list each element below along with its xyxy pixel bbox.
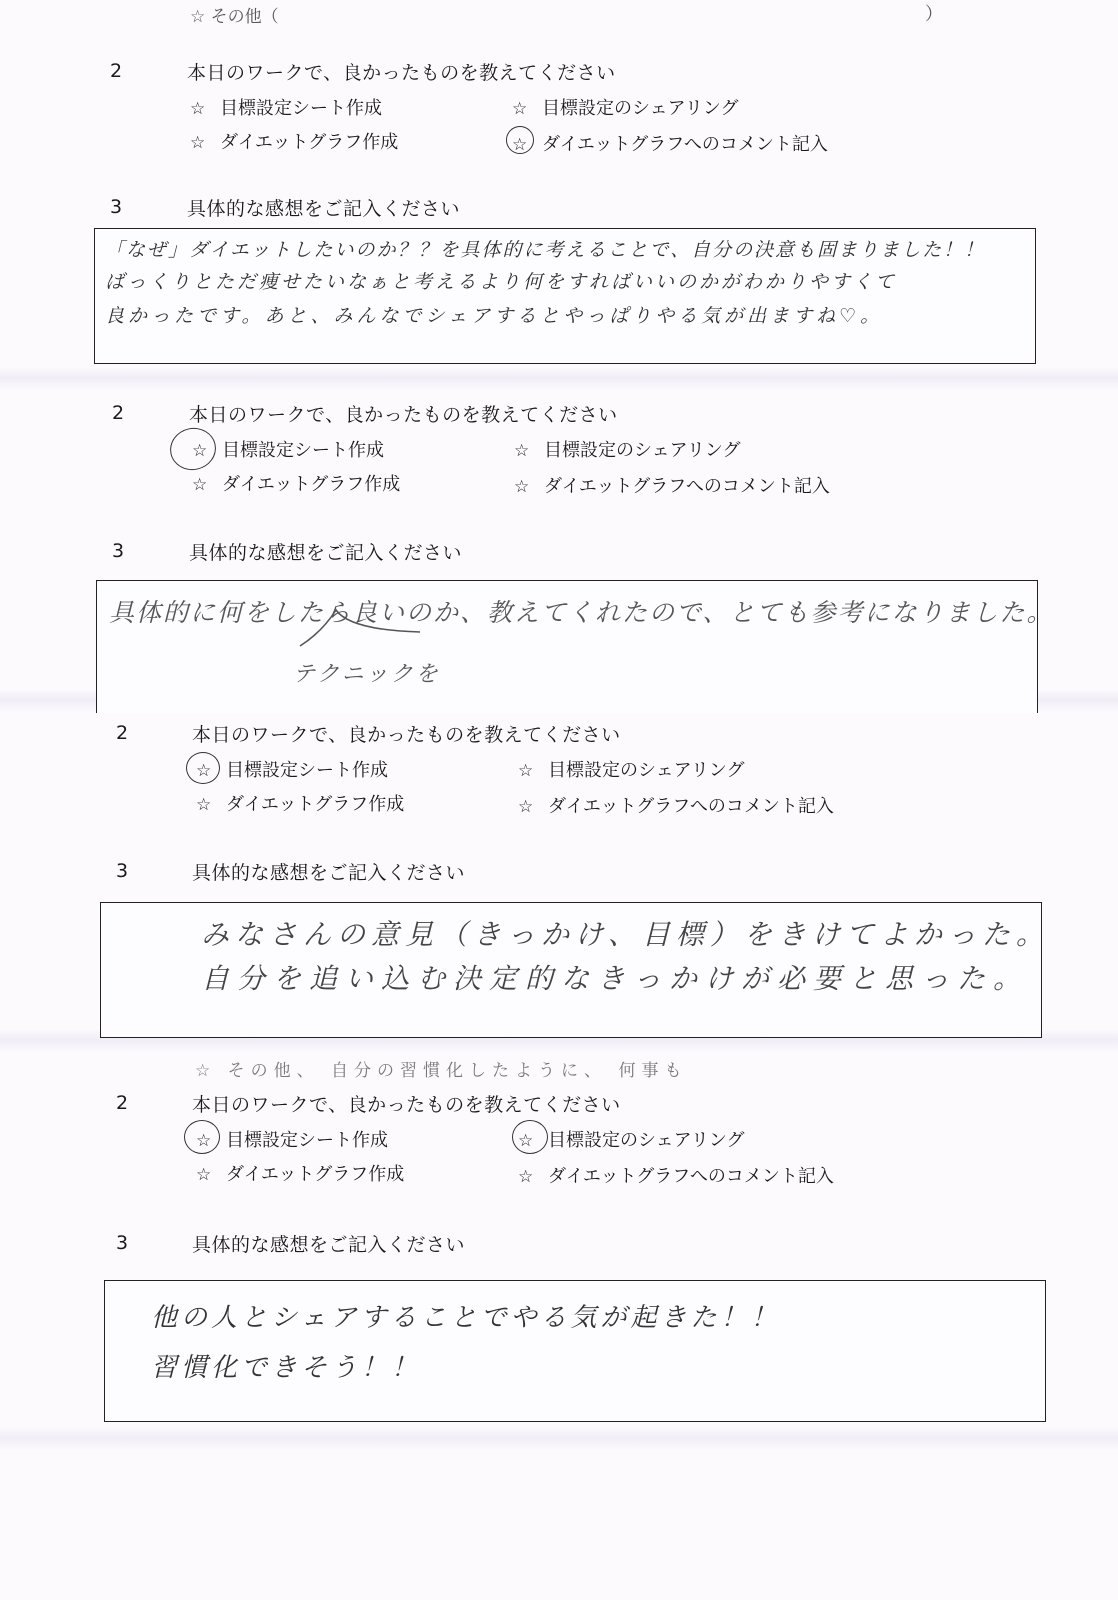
cut-off-option: ☆ その他（ [190, 7, 279, 27]
option-goal-sharing[interactable]: ☆ 目標設定のシェアリング [518, 1130, 745, 1151]
star-icon: ☆ [190, 133, 206, 153]
option-graph-comment[interactable]: ☆ ダイエットグラフへのコメント記入 [512, 134, 828, 155]
option-goal-sharing[interactable]: ☆ 目標設定のシェアリング [512, 98, 739, 119]
question-number: 2 [112, 402, 125, 424]
option-graph-comment[interactable]: ☆ ダイエットグラフへのコメント記入 [518, 796, 834, 817]
option-diet-graph[interactable]: ☆ ダイエットグラフ作成 [196, 1164, 405, 1185]
question-text: 本日のワークで、良かったものを教えてください [189, 404, 618, 426]
star-icon: ☆ [190, 99, 206, 119]
comment-box [100, 902, 1050, 1038]
question-number: 3 [110, 196, 123, 218]
paper-fold [0, 368, 1118, 390]
star-icon: ☆ [196, 1131, 212, 1151]
comment-box [94, 228, 1036, 364]
question-text: 本日のワークで、良かったものを教えてください [192, 724, 621, 746]
question-number: 2 [116, 722, 129, 744]
selection-circle [506, 126, 534, 154]
selection-circle [512, 1120, 548, 1154]
option-goal-sheet[interactable]: ☆ 目標設定シート作成 [190, 98, 382, 119]
option-diet-graph[interactable]: ☆ ダイエットグラフ作成 [192, 474, 401, 495]
question-text: 具体的な感想をご記入ください [187, 198, 461, 220]
option-diet-graph[interactable]: ☆ ダイエットグラフ作成 [190, 132, 399, 153]
handwritten-comment-line: 「なぜ」ダイエットしたいのか？？を具体的に考えることで、自分の決意も固まりました！！ [105, 239, 986, 261]
question-text: 具体的な感想をご記入ください [192, 1234, 466, 1256]
question-text: 具体的な感想をご記入ください [189, 542, 463, 564]
option-goal-sheet[interactable]: ☆ 目標設定シート作成 [192, 440, 384, 461]
question-number: 3 [116, 860, 129, 882]
star-icon: ☆ [196, 795, 212, 815]
option-goal-sheet[interactable]: ☆ 目標設定シート作成 [196, 1130, 388, 1151]
star-icon: ☆ [518, 1131, 534, 1151]
star-icon: ☆ [514, 441, 530, 461]
star-icon: ☆ [196, 1165, 212, 1185]
paper-fold [0, 1428, 1118, 1450]
option-graph-comment[interactable]: ☆ ダイエットグラフへのコメント記入 [518, 1166, 834, 1187]
question-number: 2 [110, 60, 123, 82]
star-icon: ☆ [192, 475, 208, 495]
question-number: 2 [116, 1092, 129, 1114]
question-number: 3 [112, 540, 125, 562]
star-icon: ☆ [518, 797, 534, 817]
comment-box [104, 1280, 1046, 1422]
cut-off-option: ☆ その他、 自分の習慣化したように、 何事も [195, 1061, 688, 1081]
handwritten-comment-line: 習慣化できそう！！ [151, 1353, 422, 1383]
star-icon: ☆ [196, 761, 212, 781]
option-goal-sharing[interactable]: ☆ 目標設定のシェアリング [514, 440, 741, 461]
handwritten-comment-line: 自分を追い込む決定的なきっかけが必要と思った。 [201, 962, 1030, 995]
option-goal-sharing[interactable]: ☆ 目標設定のシェアリング [518, 760, 745, 781]
option-diet-graph[interactable]: ☆ ダイエットグラフ作成 [196, 794, 405, 815]
star-icon: ☆ [518, 1167, 534, 1187]
star-icon: ☆ [192, 441, 208, 461]
handwritten-comment-line: 良かったです。あと、みんなでシェアするとやっぱりやる気が出ますね♡。 [105, 305, 884, 327]
star-icon: ☆ [518, 761, 534, 781]
question-number: 3 [116, 1232, 129, 1254]
option-graph-comment[interactable]: ☆ ダイエットグラフへのコメント記入 [514, 476, 830, 497]
question-text: 本日のワークで、良かったものを教えてください [192, 1094, 621, 1116]
cut-off-paren: ） [925, 4, 943, 25]
star-icon: ☆ [512, 135, 528, 155]
question-text: 具体的な感想をご記入ください [192, 862, 466, 884]
question-text: 本日のワークで、良かったものを教えてください [187, 62, 616, 84]
handwritten-comment-line: 具体的に何をしたら良いのか、教えてくれたので、とても参考になりました。 [109, 598, 1054, 627]
handwritten-comment-line: みなさんの意見（きっかけ、目標）をきけてよかった。 [201, 918, 1050, 951]
star-icon: ☆ [512, 99, 528, 119]
star-icon: ☆ [514, 477, 530, 497]
option-goal-sheet[interactable]: ☆ 目標設定シート作成 [196, 760, 388, 781]
selection-circle [184, 1120, 220, 1154]
handwritten-comment-line: ばっくりとただ痩せたいなぁと考えるより何をすればいいのかがわかりやすくて [105, 271, 898, 293]
selection-circle [186, 752, 220, 784]
handwritten-insertion: テクニックを [293, 662, 441, 687]
handwritten-comment-line: 他の人とシェアすることでやる気が起きた！！ [151, 1303, 781, 1333]
